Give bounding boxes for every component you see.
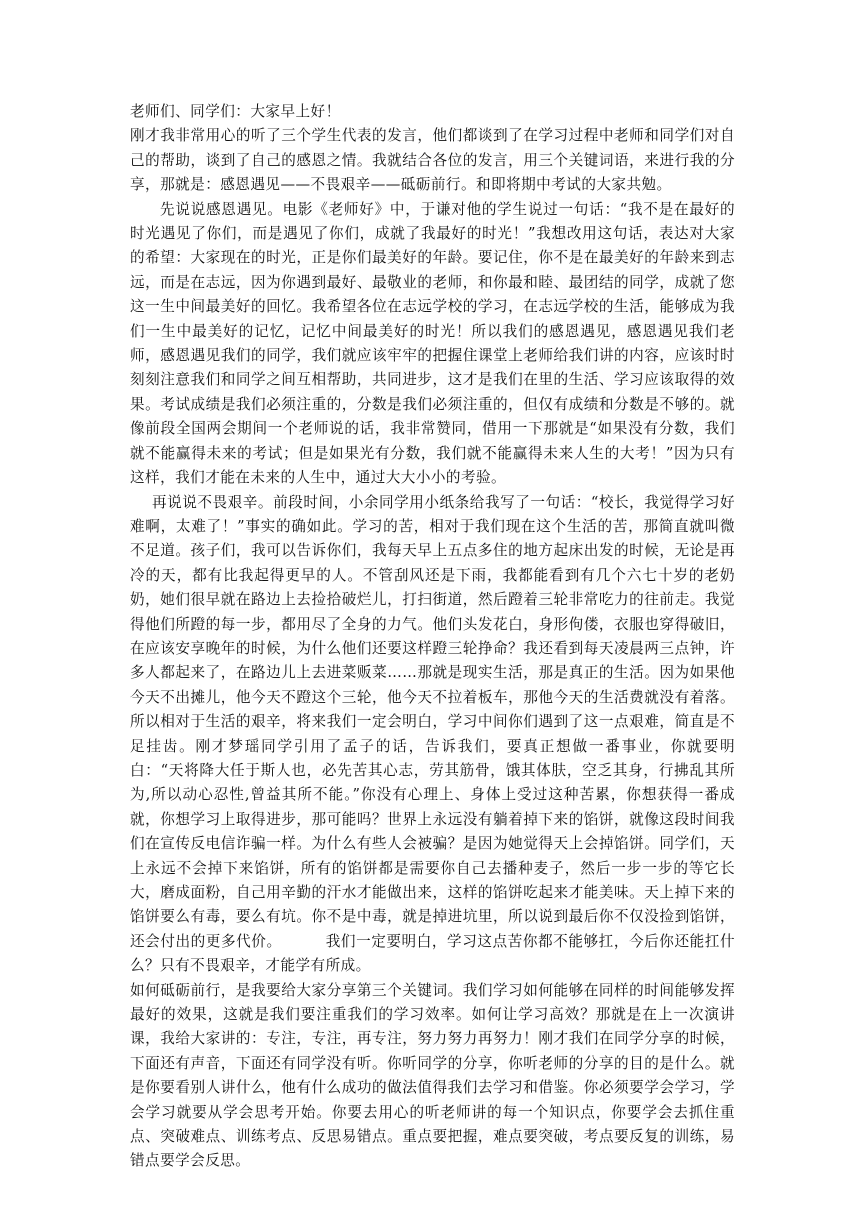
hardship-paragraph-main: 再说说不畏艰辛。前段时间，小余同学用小纸条给我写了一句话：“校长，我觉得学习好难啊，太难了！”事实的确如此。学习的苦，相对于我们现在这个生活的苦，那简直就叫微不足道。孩子们，我可以告诉你们，我每天早上五点多住的地方起床出发的时候，无论是再冷的天，都有比我起得更早的人。不管刮风还是下雨，我都能看到有几个六七十岁的老奶奶，她们很早就在路边上去捡拾破烂儿，打扫街道，然后蹬着三轮非常吃力的往前走。我觉得他们所蹬的每一步，都用尽了全身的力气。他们头发花白，身形佝偻，衣服也穿得破旧，在应该安享晚年的时候，为什么他们还要这样蹬三轮挣命？我还看到每天凌晨两三点钟，许多人都起来了，在路边儿上去进菜贩菜……那就是现实生活，那是真正的生活。因为如果他今天不出摊儿，他今天不蹬这个三轮，他今天不拉着板车，那他今天的生活费就没有着落。所以相对于生活的艰辛，将来我们一定会明白，学习中间你们遇到了这一点艰难，简直是不足挂齿。刚才梦瑶同学引用了孟子的话，告诉我们，要真正想做一番事业，你就要明白：“天将降大任于斯人也，必先苦其心志，劳其筋骨，饿其体肤，空乏其身，行拂乱其所为,所以动心忍性,曾益其所不能。”你没有心理上、身体上受过这种苦累，你想获得一番成就，你想学习上取得进步，那可能吗？世界上永远没有躺着掉下来的馅饼，就像这段时间我们在宣传反电信诈骗一样。为什么有些人会被骗？是因为她觉得天上会掉馅饼。同学们，天上永远不会掉下来馅饼，所有的馅饼都是需要你自己去播种麦子，然后一步一步的等它长大，磨成面粉，自己用辛勤的汗水才能做出来，这样的馅饼吃起来才能美味。天上掉下来的馅饼要么有毒，要么有坑。你不是中毒，就是掉进坑里，所以说到最后你不仅没捡到馅饼，还会付出的更多代价。 xyxy=(130,493,735,950)
speech-document xyxy=(130,100,735,1174)
hardship-paragraph xyxy=(130,491,735,979)
hardship-paragraph-conclusion: 我们一定要明白，学习这点苦你都不能够扛，今后你还能扛什么？只有不畏艰辛，才能学有所成。 xyxy=(130,932,735,975)
greeting-line: 老师们、同学们：大家早上好！ xyxy=(130,103,341,120)
intro-paragraph: 刚才我非常用心的听了三个学生代表的发言，他们都谈到了在学习过程中老师和同学们对自己的帮助，谈到了自己的感恩之情。我就结合各位的发言，用三个关键词语，来进行我的分享，那就是：感恩遇见——不畏艰辛——砥砺前行。和即将期中考试的大家共勉。 xyxy=(130,127,735,194)
gratitude-paragraph: 先说说感恩遇见。电影《老师好》中，于谦对他的学生说过一句话：“我不是在最好的时光遇见了你们，而是遇见了你们，成就了我最好的时光！”我想改用这句话，表达对大家的希望：大家现在的时光，正是你们最美好的年龄。要记住，你不是在最美好的年龄来到志远，而是在志远，因为你遇到最好、最敬业的老师，和你最和睦、最团结的同学，成就了您这一生中间最美好的回忆。我希望各位在志远学校的学习，在志远学校的生活，能够成为我们一生中最美好的记忆，记忆中间最美好的时光！所以我们的感恩遇见，感恩遇见我们老师，感恩遇见我们的同学，我们就应该牢牢的把握住课堂上老师给我们讲的内容，应该时时刻刻注意我们和同学之间互相帮助，共同进步，这才是我们在里的生活、学习应该取得的效果。考试成绩是我们必须注重的，分数是我们必须注重的，但仅有成绩和分数是不够的。就像前段全国两会期间一个老师说的话，我非常赞同，借用一下那就是“如果没有分数，我们就不能赢得未来的考试；但是如果光有分数，我们就不能赢得未来人生的大考！”因为只有这样，我们才能在未来的人生中，通过大大小小的考验。 xyxy=(130,200,735,487)
forward-paragraph: 如何砥砺前行，是我要给大家分享第三个关键词。我们学习如何能够在同样的时间能够发挥最好的效果，这就是我们要注重我们的学习效率。如何让学习高效？那就是在上一次演讲课，我给大家讲的：专注，专注，再专注，努力努力再努力！刚才我们在同学分享的时候，下面还有声音，下面还有同学没有听。你听同学的分享，你听老师的分享的目的是什么。就是你要看别人讲什么，他有什么成功的做法值得我们去学习和借鉴。你必须要学会学习，学会学习就要从学会思考开始。你要去用心的听老师讲的每一个知识点，你要学会去抓住重点、突破难点、训练考点、反思易错点。重点要把握，难点要突破，考点要反复的训练，易错点要学会反思。 xyxy=(130,981,735,1170)
